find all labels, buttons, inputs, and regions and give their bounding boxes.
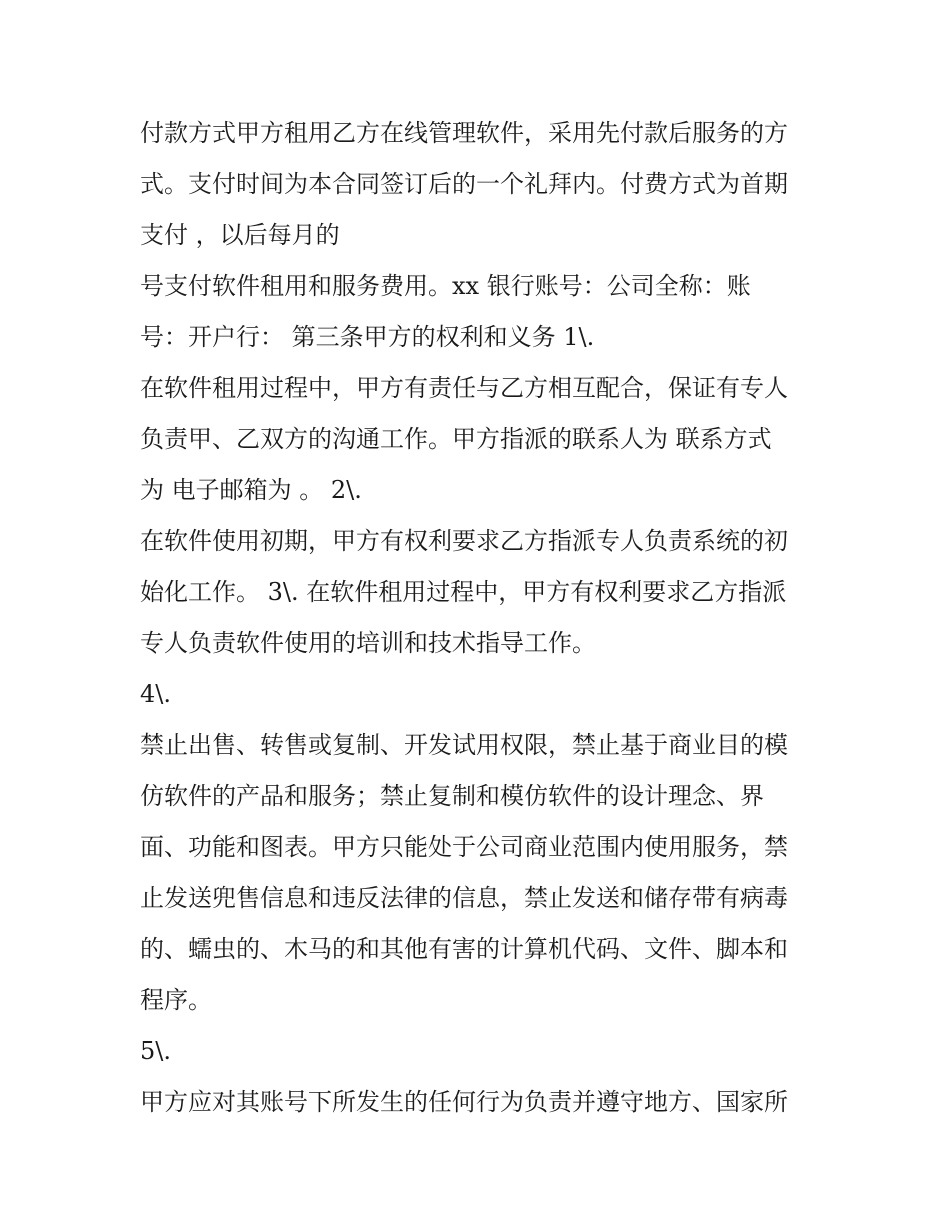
text-line: 甲方应对其账号下所发生的任何行为负责并遵守地方、国家所: [140, 1088, 788, 1116]
text-line: 在软件租用过程中，甲方有责任与乙方相互配合，保证有专人: [140, 374, 788, 402]
text-line: 止发送兜售信息和违反法律的信息，禁止发送和储存带有病毒: [140, 884, 788, 912]
text-line: 仿软件的产品和服务；禁止复制和模仿软件的设计理念、界: [140, 782, 764, 810]
text-line: 程序。: [140, 986, 212, 1014]
text-line: 5\.: [140, 1037, 171, 1065]
text-line: 专人负责软件使用的培训和技术指导工作。: [140, 629, 596, 657]
text-line: 式。支付时间为本合同签订后的一个礼拜内。付费方式为首期: [140, 170, 788, 198]
text-line: 支付 ，以后每月的: [140, 221, 340, 249]
text-line: 在软件使用初期，甲方有权利要求乙方指派专人负责系统的初: [140, 527, 788, 555]
text-line: 4\.: [140, 680, 171, 708]
text-line: 的、蠕虫的、木马的和其他有害的计算机代码、文件、脚本和: [140, 935, 788, 963]
text-line: 号支付软件租用和服务费用。xx 银行账号：公司全称：账: [140, 272, 751, 300]
text-line: 负责甲、乙双方的沟通工作。甲方指派的联系人为 联系方式: [140, 425, 772, 453]
text-line: 为 电子邮箱为 。 2\.: [140, 476, 362, 504]
text-line: 号：开户行： 第三条甲方的权利和义务 1\.: [140, 323, 595, 351]
contract-text-body: [140, 108, 820, 1128]
text-line: 付款方式甲方租用乙方在线管理软件，采用先付款后服务的方: [140, 119, 788, 147]
text-line: 面、功能和图表。甲方只能处于公司商业范围内使用服务，禁: [140, 833, 788, 861]
text-line: 禁止出售、转售或复制、开发试用权限，禁止基于商业目的模: [140, 731, 788, 759]
text-line: 始化工作。 3\. 在软件租用过程中，甲方有权利要求乙方指派: [140, 578, 787, 606]
